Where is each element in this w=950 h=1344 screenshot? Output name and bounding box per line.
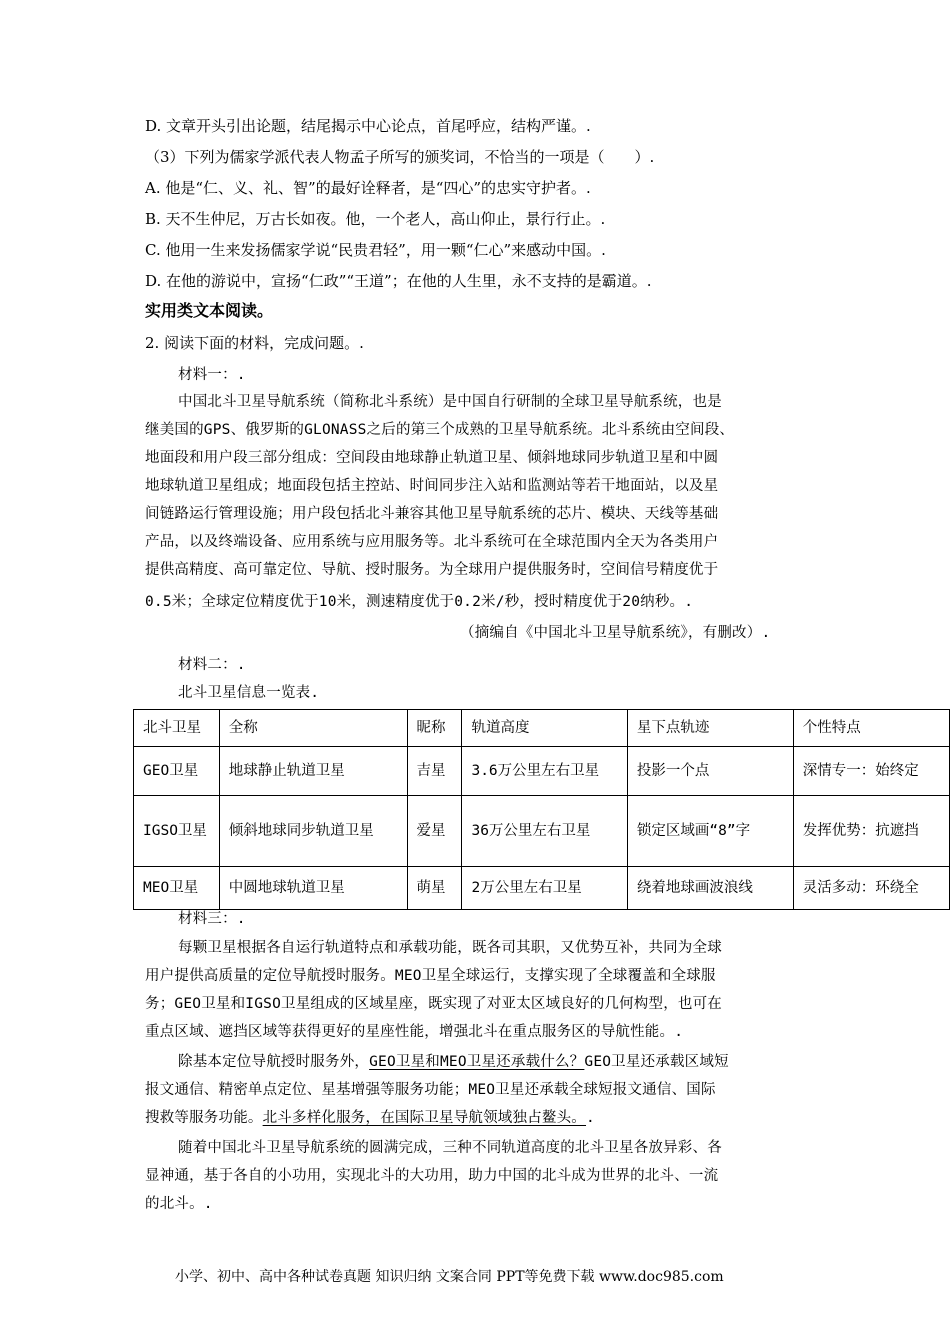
table-row <box>134 747 950 796</box>
table-caption: 北斗卫星信息一览表. <box>178 685 320 701</box>
table-header-cell: 北斗卫星 <box>134 710 220 747</box>
text-span: GEO卫星还承载区域短 <box>584 1054 729 1070</box>
table-cell: 萌星 <box>407 867 462 910</box>
material-3-line <box>178 1052 729 1072</box>
material-2-label: 材料二：. <box>178 657 246 673</box>
material-3-line: 报文通信、精密单点定位、星基增强等服务功能；MEO卫星还承载全球短报文通信、国际 <box>145 1082 716 1098</box>
material-1-line: 地球轨道卫星组成；地面段包括主控站、时间同步注入站和监测站等若干地面站，以及星 <box>145 478 719 494</box>
question-3-option-b: B. 天不生仲尼，万古长如夜。他，一个老人，高山仰止，景行行止。. <box>145 210 606 228</box>
table-header-row <box>134 710 950 747</box>
table-header-cell: 全称 <box>219 710 407 747</box>
underlined-question: GEO卫星和MEO卫星还承载什么？ <box>369 1054 585 1070</box>
table-cell: 锁定区域画“8”字 <box>627 796 793 867</box>
table-cell: MEO卫星 <box>134 867 220 910</box>
table-row <box>134 796 950 867</box>
material-3-line: 的北斗。. <box>145 1196 213 1212</box>
table-header-cell: 星下点轨迹 <box>627 710 793 747</box>
table-cell: 投影一个点 <box>627 747 793 796</box>
table-cell: GEO卫星 <box>134 747 220 796</box>
material-3-line: 显神通，基于各自的小功用，实现北斗的大功用，助力中国的北斗成为世界的北斗、一流 <box>145 1168 719 1184</box>
table-cell: 中圆地球轨道卫星 <box>219 867 407 910</box>
material-1-line: 0.5米；全球定位精度优于10米，测速精度优于0.2米/秒，授时精度优于20纳秒。. <box>145 594 694 610</box>
table-cell: 发挥优势：抗遮挡 <box>793 796 949 867</box>
material-3-line: 用户提供高质量的定位导航授时服务。MEO卫星全球运行，支撑实现了全球覆盖和全球服 <box>145 968 716 984</box>
underlined-sentence: 北斗多样化服务，在国际卫星导航领域独占鳌头。 <box>262 1110 587 1126</box>
table-header-cell: 轨道高度 <box>462 710 627 747</box>
material-3-line: 每颗卫星根据各自运行轨道特点和承载功能，既各司其职，又优势互补，共同为全球 <box>178 940 722 956</box>
option-d-previous: D. 文章开头引出论题，结尾揭示中心论点，首尾呼应，结构严谨。. <box>145 117 591 135</box>
table-cell: 爱星 <box>407 796 462 867</box>
table-header-cell: 个性特点 <box>793 710 949 747</box>
material-3-line: 务；GEO卫星和IGSO卫星组成的区域星座，既实现了对亚太区域良好的几何构型，也可在 <box>145 996 723 1012</box>
table-cell: 绕着地球画波浪线 <box>627 867 793 910</box>
material-1-line: 继美国的GPS、俄罗斯的GLONASS之后的第三个成熟的卫星导航系统。北斗系统由空间段、 <box>145 422 735 438</box>
text-span: . <box>586 1110 595 1126</box>
material-3-label: 材料三：. <box>178 911 246 927</box>
text-span: 除基本定位导航授时服务外， <box>178 1054 370 1070</box>
satellite-info-table <box>133 709 950 910</box>
table-cell: 2万公里左右卫星 <box>462 867 627 910</box>
material-1-source: （摘编自《中国北斗卫星导航系统》，有删改）. <box>460 625 771 641</box>
material-1-label: 材料一：. <box>178 367 246 383</box>
material-1-line: 间链路运行管理设施；用户段包括北斗兼容其他卫星导航系统的芯片、模块、天线等基础 <box>145 506 719 522</box>
material-3-line: 随着中国北斗卫星导航系统的圆满完成，三种不同轨道高度的北斗卫星各放异彩、各 <box>178 1140 722 1156</box>
table-cell: 深情专一：始终定 <box>793 747 949 796</box>
text-span: 搜救等服务功能。 <box>145 1110 263 1126</box>
material-3-line: 重点区域、遮挡区域等获得更好的星座性能，增强北斗在重点服务区的导航性能。. <box>145 1024 684 1040</box>
question-3-stem: （3）下列为儒家学派代表人物孟子所写的颁奖词，不恰当的一项是（ ）. <box>145 148 655 166</box>
material-1-line: 提供高精度、高可靠定位、导航、授时服务。为全球用户提供服务时，空间信号精度优于 <box>145 562 719 578</box>
material-1-line: 中国北斗卫星导航系统（简称北斗系统）是中国自行研制的全球卫星导航系统，也是 <box>178 394 722 410</box>
question-3-option-d: D. 在他的游说中，宣扬“仁政”“王道”；在他的人生里，永不支持的是霸道。. <box>145 272 652 290</box>
table-row <box>134 867 950 910</box>
question-3-option-a: A. 他是“仁、义、礼、智”的最好诠释者，是“四心”的忠实守护者。. <box>145 179 591 197</box>
table-cell: 倾斜地球同步轨道卫星 <box>219 796 407 867</box>
table-cell: 地球静止轨道卫星 <box>219 747 407 796</box>
table-cell: 36万公里左右卫星 <box>462 796 627 867</box>
table-cell: IGSO卫星 <box>134 796 220 867</box>
page-footer: 小学、初中、高中各种试卷真题 知识归纳 文案合同 PPT等免费下载 www.doc985.com <box>175 1269 724 1285</box>
material-1-line: 地面段和用户段三部分组成：空间段由地球静止轨道卫星、倾斜地球同步轨道卫星和中圆 <box>145 450 719 466</box>
section-title: 实用类文本阅读。 <box>145 301 274 320</box>
material-1-line: 产品，以及终端设备、应用系统与应用服务等。北斗系统可在全球范围内全天为各类用户 <box>145 534 719 550</box>
table-cell: 3.6万公里左右卫星 <box>462 747 627 796</box>
question-3-option-c: C. 他用一生来发扬儒家学说“民贵君轻”，用一颗“仁心”来感动中国。. <box>145 241 606 259</box>
question-2-stem: 2. 阅读下面的材料，完成问题。. <box>145 334 364 352</box>
table-cell: 灵活多动：环绕全 <box>793 867 949 910</box>
table-cell: 吉星 <box>407 747 462 796</box>
material-3-line <box>145 1108 595 1128</box>
table-header-cell: 昵称 <box>407 710 462 747</box>
